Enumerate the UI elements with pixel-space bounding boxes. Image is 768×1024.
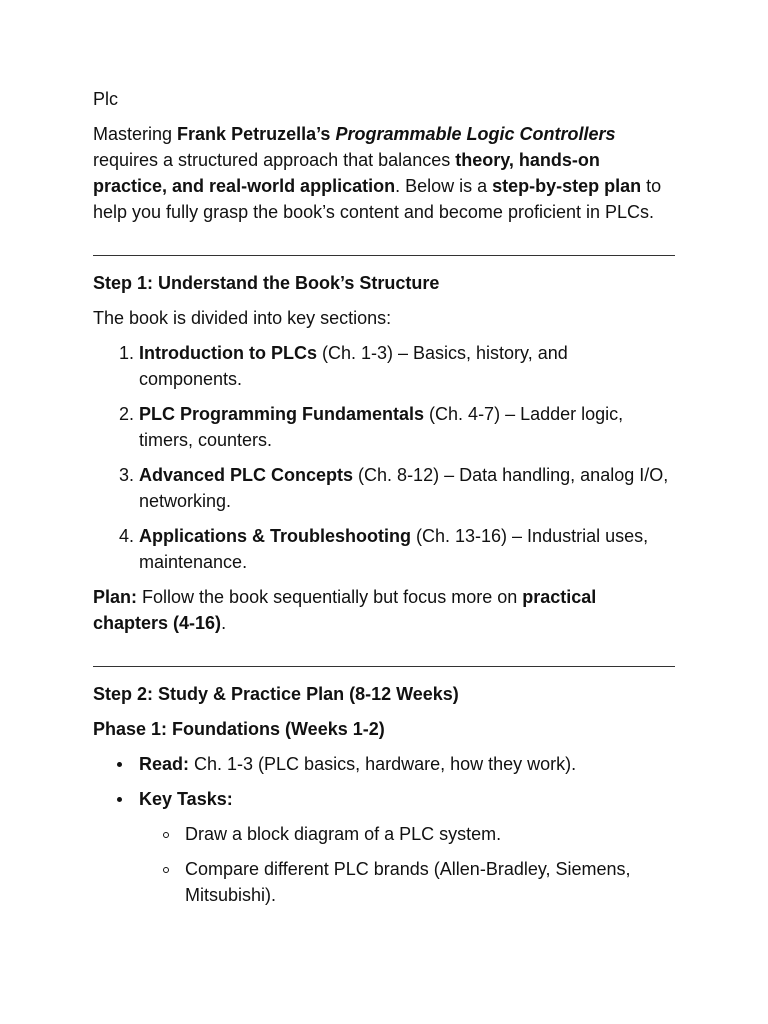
phase1-heading: Phase 1: Foundations (Weeks 1-2)	[93, 719, 385, 739]
step1-lead: The book is divided into key sections:	[93, 308, 392, 328]
intro-book-title: Programmable Logic Controllers	[335, 124, 616, 144]
section-detail: (Ch. 1-3) – Basics, history, and components.	[139, 343, 568, 389]
section-name: Advanced PLC Concepts	[139, 465, 354, 485]
task-item: Compare different PLC brands (Allen-Bradley, Siemens, Mitsubishi).	[185, 856, 675, 908]
intro-text-1: Mastering	[93, 124, 178, 144]
section-name: PLC Programming Fundamentals	[139, 404, 425, 424]
intro-text-3: . Below is a	[395, 176, 493, 196]
divider	[93, 255, 675, 256]
intro-paragraph	[93, 121, 675, 225]
step1-plan	[93, 584, 675, 636]
intro-bold-2: step-by-step plan	[492, 176, 642, 196]
step2-heading: Step 2: Study & Practice Plan (8-12 Weeks)	[93, 684, 459, 704]
divider	[93, 666, 675, 667]
section-name: Introduction to PLCs	[139, 343, 317, 363]
list-item	[139, 462, 675, 514]
sections-list	[93, 340, 675, 575]
phase1-list	[93, 751, 675, 908]
tasks-label: Key Tasks:	[139, 789, 233, 809]
intro-text-4: to help you fully grasp the book’s content and become proficient in PLCs.	[93, 176, 662, 222]
list-item	[139, 340, 675, 392]
section-detail: (Ch. 8-12) – Data handling, analog I/O, networking.	[139, 465, 669, 511]
intro-author: Frank Petruzella’s	[177, 124, 336, 144]
intro-text-2: requires a structured approach that balances	[93, 150, 456, 170]
section-detail: (Ch. 13-16) – Industrial uses, maintenance.	[139, 526, 649, 572]
plan-label: Plan:	[93, 587, 138, 607]
read-label: Read:	[139, 754, 190, 774]
task-item: Draw a block diagram of a PLC system.	[185, 821, 675, 847]
plan-bold: practical chapters (4-16)	[93, 587, 597, 633]
step1-heading: Step 1: Understand the Book’s Structure	[93, 273, 440, 293]
document-title: Plc	[93, 89, 119, 109]
list-item	[139, 786, 675, 908]
section-detail: (Ch. 4-7) – Ladder logic, timers, counters.	[139, 404, 624, 450]
intro-bold-1: theory, hands-on practice, and real-world application	[93, 150, 600, 196]
list-item	[139, 523, 675, 575]
tasks-list	[139, 821, 675, 908]
read-text: Ch. 1-3 (PLC basics, hardware, how they work).	[189, 754, 577, 774]
list-item	[139, 751, 675, 777]
list-item	[139, 401, 675, 453]
section-name: Applications & Troubleshooting	[139, 526, 411, 546]
plan-text: Follow the book sequentially but focus more on	[137, 587, 523, 607]
plan-end: .	[221, 613, 227, 633]
